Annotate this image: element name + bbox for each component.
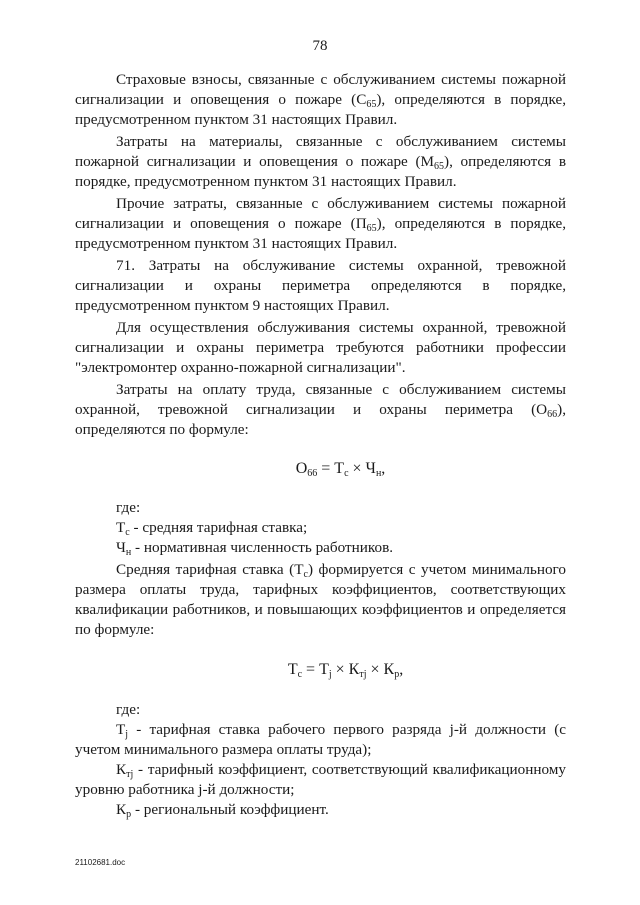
- where-label: где:: [116, 499, 141, 516]
- where-label: где:: [116, 701, 141, 718]
- paragraph: Прочие затраты, связанные с обслуживанием системы пожарной сигнализации и оповещения о пожаре $(П_{65})$, определяются в порядке, предусмотренном пунктом 31 настоящих Правил.: [75, 195, 566, 252]
- paragraph: Затраты на материалы, связанные с обслуживанием системы пожарной сигнализации и оповещения о пожаре $(М_{65})$, определяются в порядке, предусмотренном пунктом 31 настоящих Правил.: [75, 133, 566, 190]
- definition-kp: $К_р$ - региональный коэффициент.: [116, 801, 329, 820]
- definition-chn: $Ч_н$ - нормативная численность работников.: [116, 539, 394, 558]
- footer-filename: 21102681.doc: [75, 858, 126, 867]
- page-number: 78: [312, 38, 328, 54]
- paragraph: Затраты на оплату труда, связанные с обслуживанием системы охранной, тревожной сигнализации и охраны периметра $(О_{66})$, определяются по формуле:: [75, 381, 566, 438]
- document-body: [75, 70, 566, 822]
- definition-ktj: $К_{тj}$ - тарифный коэффициент, соответствующий квалификационному уровню работника j-й должности;: [75, 761, 566, 798]
- definition-tj: $Т_j$ - тарифная ставка рабочего первого разряда j-й должности (с учетом минимального размера оплаты труда);: [75, 721, 566, 758]
- paragraph: Страховые взносы, связанные с обслуживанием системы пожарной сигнализации и оповещения о пожаре $(С_{65})$, определяются в порядке, предусмотренном пунктом 31 настоящих Правил.: [75, 71, 566, 128]
- paragraph: Средняя тарифная ставка $(Т_с)$ формируется с учетом минимального размера оплаты труда, тарифных коэффициентов, соответствующих квалификации работников, и повышающих коэффициентов и определяется по формуле:: [75, 561, 566, 638]
- formula-tc: $Т_с = Т_j \times К_{тj} \times К_р$,: [287, 661, 404, 680]
- paragraph: Для осуществления обслуживания системы охранной, тревожной сигнализации и охраны периметра требуются работники профессии "электромонтер охранно-пожарной сигнализации".: [75, 319, 566, 376]
- paragraph: 71. Затраты на обслуживание системы охранной, тревожной сигнализации и охраны периметра определяются в порядке, предусмотренном пунктом 9 настоящих Правил.: [75, 257, 566, 314]
- formula-o66: $О_{66} = Т_с \times Ч_н$,: [295, 460, 386, 479]
- definition-tc: $Т_с$ - средняя тарифная ставка;: [116, 519, 308, 538]
